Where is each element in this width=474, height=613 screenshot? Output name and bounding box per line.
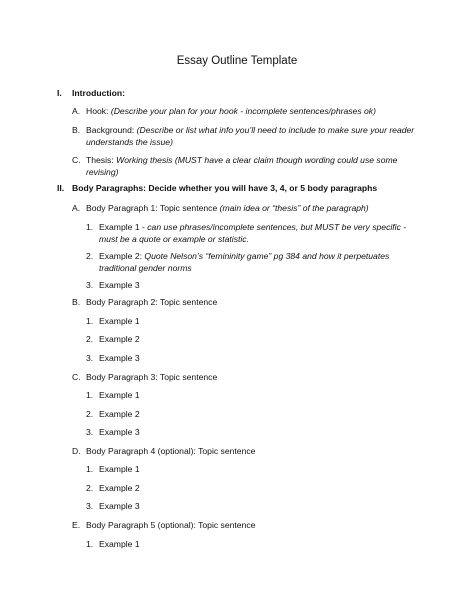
item-text: Example 1: [99, 539, 140, 549]
item-text: [99, 222, 406, 245]
item-letter: C.: [72, 372, 81, 382]
item-text: [86, 106, 376, 118]
item-label: Example 1 -: [99, 222, 148, 232]
item-letter: C.: [72, 155, 81, 165]
page-title: Essay Outline Template: [176, 55, 298, 67]
item-number: 1.: [86, 464, 94, 474]
item-letter: B.: [72, 125, 81, 135]
item-letter: A.: [72, 106, 81, 116]
item-label: Example 2:: [99, 251, 145, 261]
item-text: Body Paragraph 3: Topic sentence: [86, 372, 218, 382]
item-note: (main idea or “thesis” of the paragraph): [219, 203, 369, 213]
item-number: 3.: [86, 427, 94, 437]
section-heading-text: Introduction:: [72, 88, 125, 98]
item-number: 3.: [86, 501, 94, 511]
item-text: Example 1: [99, 316, 140, 326]
item-note-continued: must be a quote or example or statistic.: [99, 233, 249, 244]
item-text: [86, 125, 414, 148]
item-label: Thesis:: [86, 155, 117, 165]
item-note: Working thesis (MUST have a clear claim though wording could use some: [116, 155, 398, 165]
item-text: Example 3: [99, 280, 140, 290]
item-number: 3.: [86, 353, 94, 363]
item-number: 2.: [86, 251, 94, 261]
roman-numeral: I.: [57, 88, 62, 98]
item-number: 2.: [86, 334, 94, 344]
item-text: Example 3: [99, 353, 140, 363]
item-number: 1.: [86, 390, 94, 400]
item-letter: D.: [72, 446, 81, 456]
item-letter: E.: [72, 520, 81, 530]
item-note: (Describe your plan for your hook - incomplete sentences/phrases ok): [110, 106, 376, 116]
item-note-continued: revising): [86, 166, 119, 177]
item-label: Body Paragraph 1: Topic sentence: [86, 203, 220, 213]
item-text: Example 2: [99, 483, 140, 493]
item-note: can use phrases/incomplete sentences, but MUST be very specific -: [147, 222, 407, 232]
item-text: [86, 203, 369, 215]
item-text: Body Paragraph 2: Topic sentence: [86, 297, 218, 307]
item-text: Example 3: [99, 501, 140, 511]
item-note-continued: traditional gender norms: [99, 262, 192, 273]
section-heading-text: Body Paragraphs: Decide whether you will have 3, 4, or 5 body paragraphs: [72, 183, 378, 193]
item-label: Background:: [86, 125, 137, 135]
item-text: Example 1: [99, 390, 140, 400]
item-number: 1.: [86, 316, 94, 326]
item-number: 2.: [86, 409, 94, 419]
item-text: [86, 155, 397, 178]
item-number: 2.: [86, 483, 94, 493]
item-note: Quote Nelson’s “femininity game” pg 384 and how it perpetuates: [144, 251, 390, 261]
roman-numeral: II.: [57, 183, 65, 193]
item-number: 1.: [86, 539, 94, 549]
item-text: Body Paragraph 5 (optional): Topic sentence: [86, 520, 256, 530]
item-note-continued: understands the issue): [86, 136, 173, 147]
item-text: [99, 251, 389, 274]
item-text: Example 1: [99, 464, 140, 474]
item-letter: A.: [72, 203, 81, 213]
item-label: Hook:: [86, 106, 111, 116]
item-text: Example 2: [99, 334, 140, 344]
item-note: (Describe or list what info you’ll need to include to make sure your reader: [136, 125, 415, 135]
item-text: Body Paragraph 4 (optional): Topic sentence: [86, 446, 256, 456]
item-text: Example 3: [99, 427, 140, 437]
item-number: 1.: [86, 222, 94, 232]
item-text: Example 2: [99, 409, 140, 419]
item-number: 3.: [86, 280, 94, 290]
item-letter: B.: [72, 297, 81, 307]
